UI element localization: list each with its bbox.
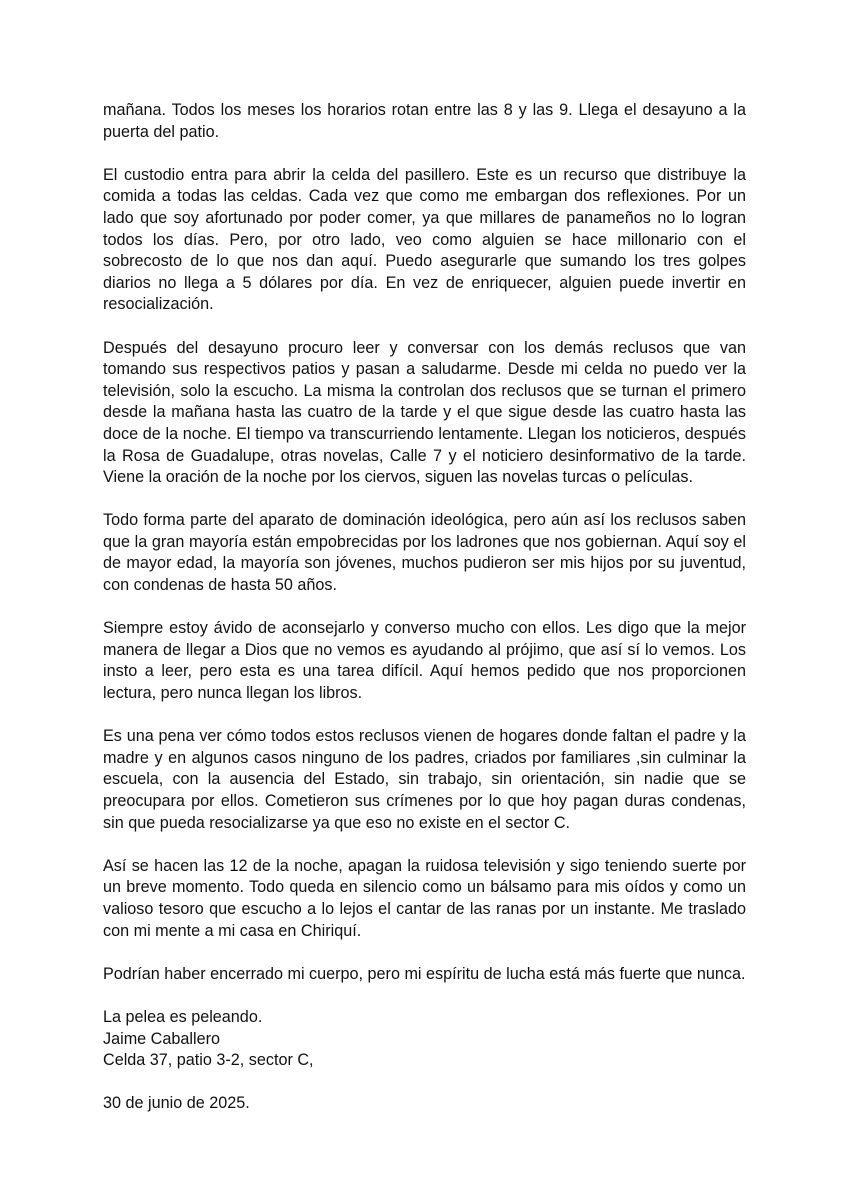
signature-location: Celda 37, patio 3-2, sector C,	[103, 1051, 314, 1070]
paragraph-8: Podrían haber encerrado mi cuerpo, pero mi espíritu de lucha está más fuerte que nunca.	[103, 964, 746, 983]
signature-block	[103, 1007, 746, 1072]
paragraph-5: Siempre estoy ávido de aconsejarlo y converso mucho con ellos. Les digo que la mejor manera de llegar a Dios que no vemos es ayudando al prójimo, que así sí lo vemos. Los insto a leer, pero esta es una tarea difícil. Aquí hemos pedido que nos proporcionen lectura, pero nunca llegan los libros.	[103, 619, 746, 703]
paragraph-6: Es una pena ver cómo todos estos reclusos vienen de hogares donde faltan el padre y la madre y en algunos casos ninguno de los padres, criados por familiares ,sin culminar la escuela, con la ausencia del Estado, sin trabajo, sin orientación, sin nadie que se preocupara por ellos. Cometieron sus crímenes por lo que hoy pagan duras condenas, sin que pueda resocializarse ya que eso no existe en el sector C.	[103, 727, 746, 832]
paragraph-3: Después del desayuno procuro leer y conversar con los demás reclusos que van tomando sus respectivos patios y pasan a saludarme. Desde mi celda no puedo ver la televisión, solo la escucho. La misma la controlan dos reclusos que se turnan el primero desde la mañana hasta las cuatro de la tarde y el que sigue desde las cuatro hasta las doce de la noche. El tiempo va transcurriendo lentamente. Llegan los noticieros, después la Rosa de Guadalupe, otras novelas, Calle 7 y el noticiero desinformativo de la tarde. Viene la oración de la noche por los ciervos, siguen las novelas turcas o películas.	[103, 338, 746, 487]
letter-page	[103, 100, 746, 1137]
signature-name: Jaime Caballero	[103, 1029, 220, 1048]
paragraph-4: Todo forma parte del aparato de dominación ideológica, pero aún así los reclusos saben que la gran mayoría están empobrecidas por los ladrones que nos gobiernan. Aquí soy el de mayor edad, la mayoría son jóvenes, muchos pudieron ser mis hijos por su juventud, con condenas de hasta 50 años.	[103, 511, 746, 595]
paragraph-7: Así se hacen las 12 de la noche, apagan la ruidosa televisión y sigo teniendo suerte por un breve momento. Todo queda en silencio como un bálsamo para mis oídos y como un valioso tesoro que escucho a lo lejos el cantar de las ranas por un instante. Me traslado con mi mente a mi casa en Chiriquí.	[103, 856, 746, 940]
signature-motto: La pelea es peleando.	[103, 1007, 263, 1026]
letter-date: 30 de junio de 2025.	[103, 1094, 250, 1113]
paragraph-2: El custodio entra para abrir la celda del pasillero. Este es un recurso que distribuye la comida a todas las celdas. Cada vez que como me embargan dos reflexiones. Por un lado que soy afortunado por poder comer, ya que millares de panameños no lo logran todos los días. Pero, por otro lado, veo como alguien se hace millonario con el sobrecosto de lo que nos dan aquí. Puedo asegurarle que sumando los tres golpes diarios no llega a 5 dólares por día. En vez de enriquecer, alguien puede invertir en resocialización.	[103, 165, 746, 314]
paragraph-1: mañana. Todos los meses los horarios rotan entre las 8 y las 9. Llega el desayuno a la puerta del patio.	[103, 101, 746, 141]
